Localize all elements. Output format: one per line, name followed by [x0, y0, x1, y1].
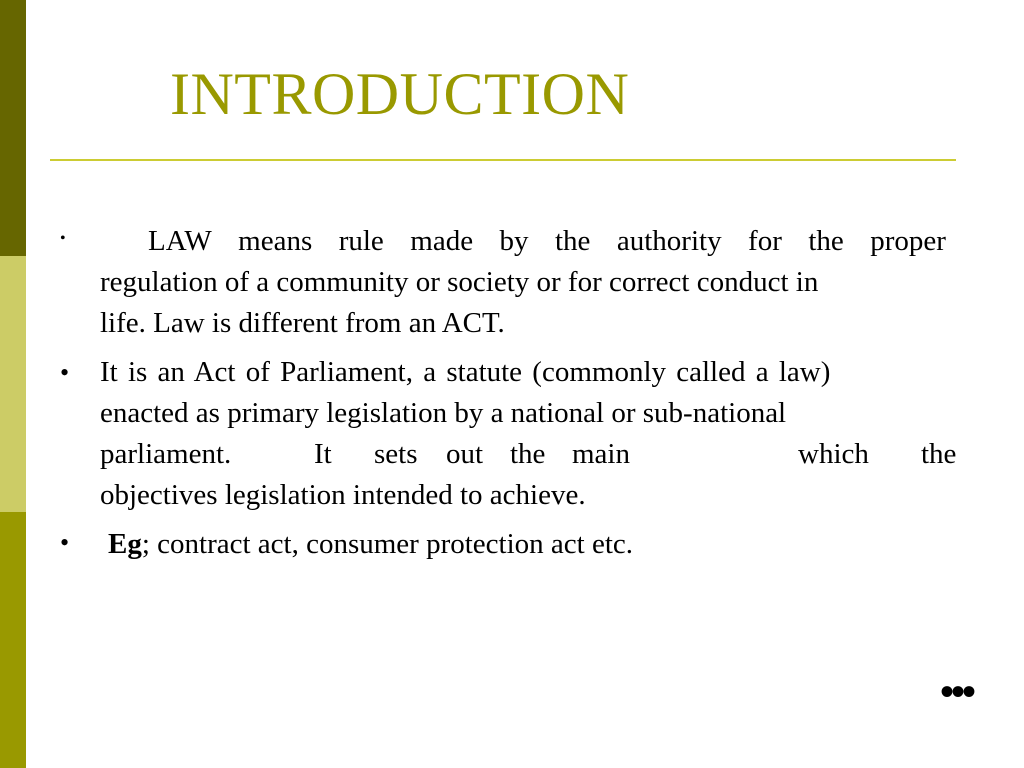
word: out — [446, 438, 484, 470]
text-line: objectives legislation intended to achieve. — [100, 479, 586, 511]
bullet-paragraph — [100, 524, 954, 565]
word: the — [510, 438, 546, 470]
word: rule — [338, 225, 384, 257]
bullet-marker: • — [60, 358, 70, 387]
text-line — [100, 221, 954, 262]
text-line — [100, 524, 954, 565]
word: means — [238, 225, 313, 257]
word: the — [554, 225, 591, 257]
text-line: regulation of a community or society or for correct conduct in — [100, 266, 819, 298]
more-icon: ••• — [940, 669, 974, 714]
word: the — [808, 225, 844, 257]
example-label: Eg — [108, 528, 142, 560]
word: by — [499, 225, 529, 257]
word: main — [572, 438, 630, 470]
word: the — [921, 438, 957, 470]
word: parliament. — [100, 438, 232, 470]
text-line: It is an Act of Parliament, a statute (commonly called a law) — [100, 356, 831, 388]
word: which — [798, 438, 869, 470]
bullet-paragraph — [100, 221, 954, 344]
word: made — [410, 225, 474, 257]
word: sets — [374, 438, 418, 470]
title-underline — [50, 159, 956, 161]
text-line — [100, 434, 964, 475]
bullet-paragraph — [100, 352, 964, 516]
bullet-marker: • — [60, 528, 70, 557]
word: proper — [870, 225, 946, 257]
accent-bar-middle — [0, 256, 26, 512]
text-line: enacted as primary legislation by a national or sub-national — [100, 397, 787, 429]
word: LAW — [148, 225, 212, 257]
accent-bar-top — [0, 0, 26, 256]
word: It — [314, 438, 332, 470]
text-line: life. Law is different from an ACT. — [100, 307, 505, 339]
slide-title: INTRODUCTION — [170, 61, 630, 127]
accent-bar-bottom — [0, 512, 26, 768]
word: authority — [616, 225, 722, 257]
bullet-marker: • — [60, 230, 66, 247]
example-text: ; contract act, consumer protection act etc. — [141, 528, 634, 560]
word: for — [748, 225, 782, 257]
